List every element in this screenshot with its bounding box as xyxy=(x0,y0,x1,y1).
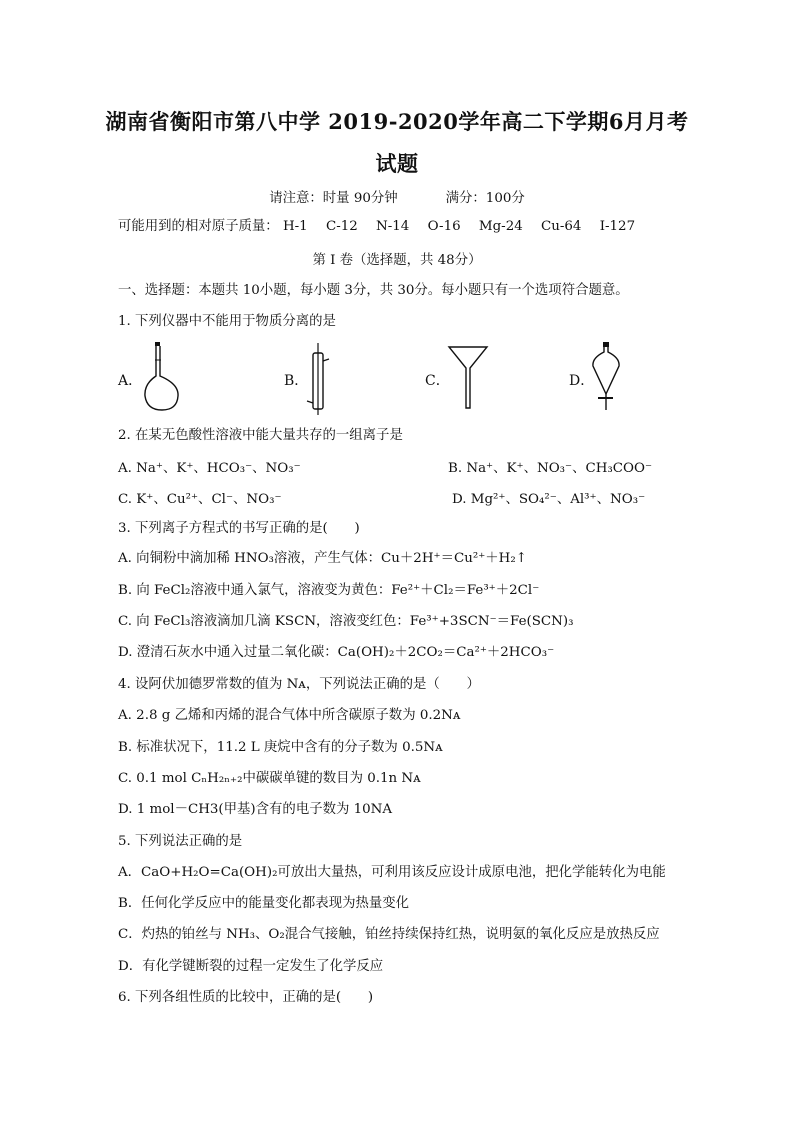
atomic-mass-item: Cu-64 xyxy=(541,219,582,234)
q1-stem: 1. 下列仪器中不能用于物质分离的是 xyxy=(118,314,336,329)
full-score: 满分：100分 xyxy=(445,191,525,206)
atomic-mass-list xyxy=(118,218,635,236)
q5-option-a: A．CaO+H₂O=Ca(OH)₂可放出大量热，可利用该反应设计成原电池，把化学能转化为电能 xyxy=(118,865,666,880)
separatory-funnel-icon xyxy=(589,340,623,412)
q2-option-d: D. Mg²⁺、SO₄²⁻、Al³⁺、NO₃⁻ xyxy=(452,492,646,507)
q3-option-d: D. 澄清石灰水中通入过量二氧化碳：Ca(OH)₂＋2CO₂＝Ca²⁺＋2HCO₃⁻ xyxy=(118,645,555,660)
q1-option-d-label: D． xyxy=(569,373,595,389)
atomic-mass-label: 可能用到的相对原子质量： xyxy=(118,219,279,234)
time-limit: 请注意：时量 90分钟 xyxy=(269,191,398,206)
atomic-mass-item: O-16 xyxy=(427,219,461,234)
section1-instructions: 一、选择题：本题共 10小题，每小题 3分，共 30分。每小题只有一个选项符合题意。 xyxy=(118,283,629,298)
exam-notice xyxy=(0,187,794,206)
q6-stem: 6. 下列各组性质的比较中，正确的是( ) xyxy=(118,990,374,1005)
q1-option-b-label: B． xyxy=(284,373,309,389)
q2-stem: 2. 在某无色酸性溶液中能大量共存的一组离子是 xyxy=(118,428,403,443)
q5-option-b: B．任何化学反应中的能量变化都表现为热量变化 xyxy=(118,896,410,911)
q2-option-b: B. Na⁺、K⁺、NO₃⁻、CH₃COO⁻ xyxy=(448,461,653,476)
q3-option-a: A. 向铜粉中滴加稀 HNO₃溶液，产生气体：Cu＋2H⁺＝Cu²⁺＋H₂↑ xyxy=(118,551,527,566)
q4-stem: 4. 设阿伏加德罗常数的值为 Nᴀ，下列说法正确的是（ ） xyxy=(118,677,480,692)
q5-option-c: C．灼热的铂丝与 NH₃、O₂混合气接触，铂丝持续保持红热，说明氨的氧化反应是放热反应 xyxy=(118,927,660,942)
atomic-mass-item: C-12 xyxy=(325,219,358,234)
atomic-mass-item: H-1 xyxy=(282,219,308,234)
atomic-mass-item: N-14 xyxy=(376,219,410,234)
q1-option-a-label: A． xyxy=(118,373,143,389)
q2-option-c: C. K⁺、Cu²⁺、Cl⁻、NO₃⁻ xyxy=(118,492,282,507)
q1-option-c-label: C． xyxy=(425,373,450,389)
volumetric-flask-icon xyxy=(140,340,184,414)
funnel-icon xyxy=(446,344,490,412)
q4-option-c: C. 0.1 mol CₙH₂ₙ₊₂中碳碳单键的数目为 0.1n Nᴀ xyxy=(118,771,421,786)
exam-title-line2: 试题 xyxy=(375,151,419,176)
q4-option-a: A. 2.8 g 乙烯和丙烯的混合气体中所含碳原子数为 0.2Nᴀ xyxy=(118,708,461,723)
q3-option-b: B. 向 FeCl₂溶液中通入氯气，溶液变为黄色：Fe²⁺＋Cl₂＝Fe³⁺＋2Cl⁻ xyxy=(118,583,540,598)
q3-option-c: C. 向 FeCl₃溶液滴加几滴 KSCN，溶液变红色：Fe³⁺+3SCN⁻＝Fe(SCN)₃ xyxy=(118,614,574,629)
q4-option-d: D. 1 mol－CH3(甲基)含有的电子数为 10NA xyxy=(118,802,393,817)
atomic-mass-item: Mg-24 xyxy=(478,219,523,234)
q4-option-b: B. 标准状况下，11.2 L 庚烷中含有的分子数为 0.5Nᴀ xyxy=(118,740,443,755)
exam-title-line1: 湖南省衡阳市第八中学 2019-2020学年高二下学期6月月考 xyxy=(105,109,689,134)
condenser-tube-icon xyxy=(304,343,332,417)
q5-stem: 5. 下列说法正确的是 xyxy=(118,834,243,849)
part1-heading: 第 I 卷（选择题，共 48分） xyxy=(312,253,482,268)
q2-option-a: A. Na⁺、K⁺、HCO₃⁻、NO₃⁻ xyxy=(118,461,301,476)
q3-stem: 3. 下列离子方程式的书写正确的是( ) xyxy=(118,521,360,536)
q5-option-d: D．有化学键断裂的过程一定发生了化学反应 xyxy=(118,959,384,974)
atomic-mass-item: I-127 xyxy=(599,219,636,234)
